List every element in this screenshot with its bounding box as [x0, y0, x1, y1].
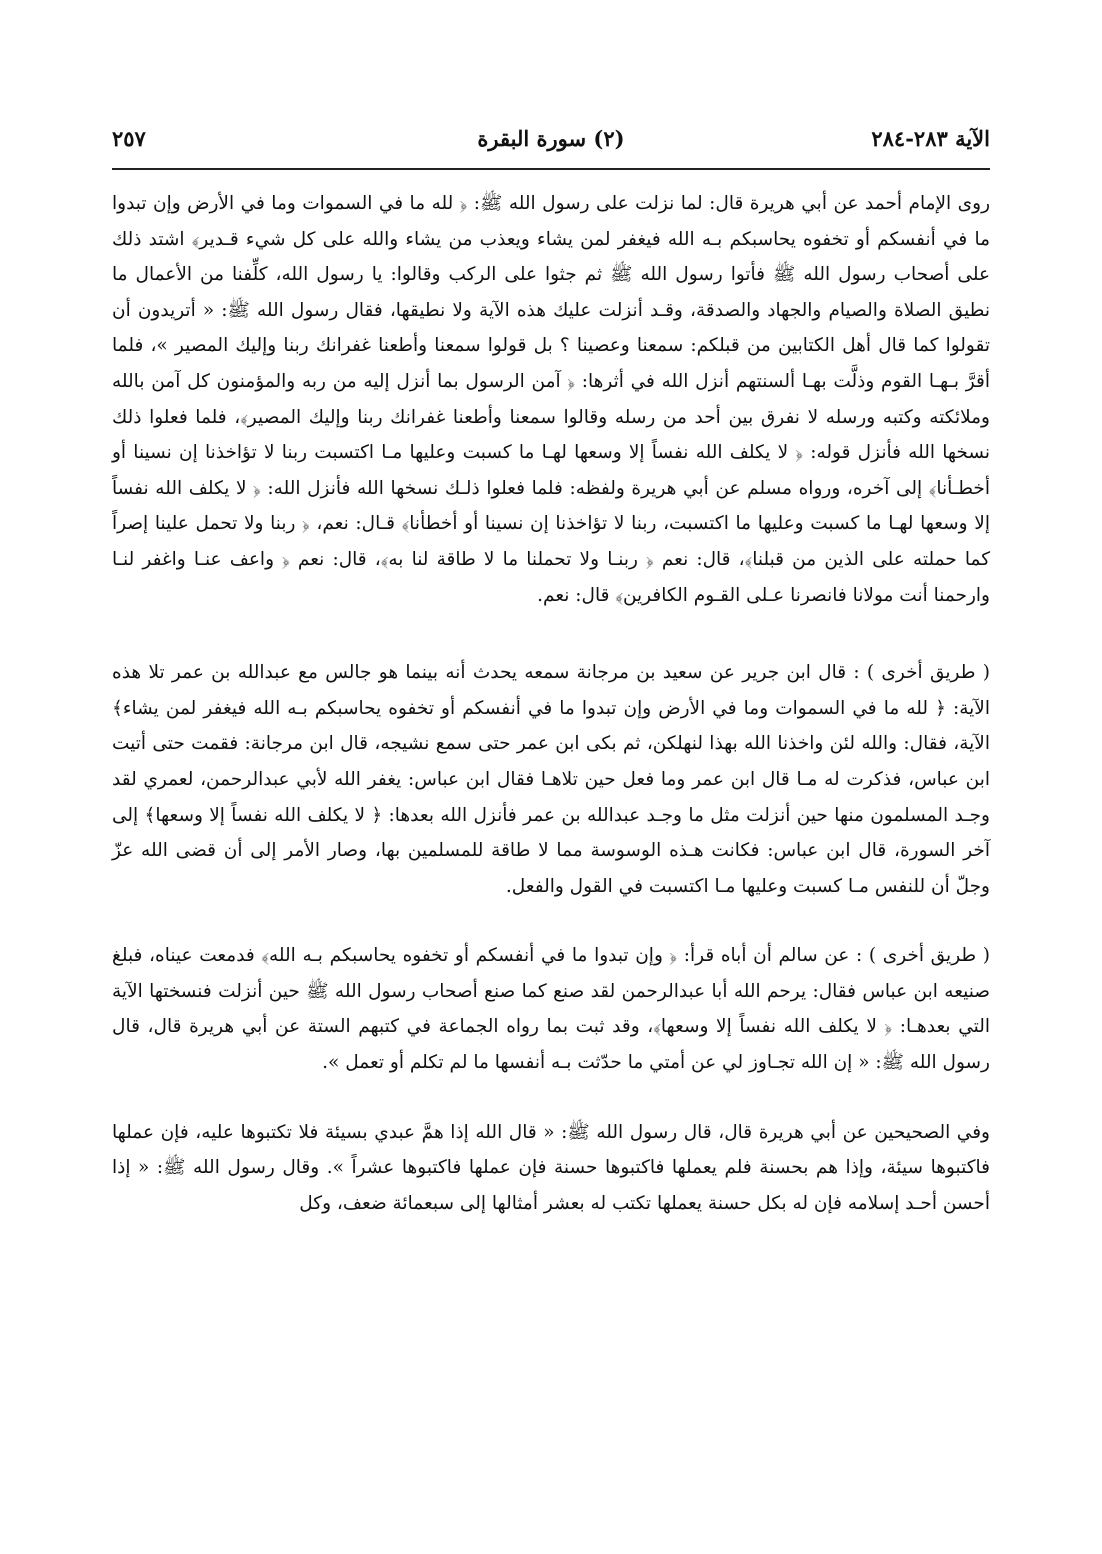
verse-range-label: الآية ٢٨٣-٢٨٤ — [871, 126, 990, 151]
paragraph-another-route-ibn-jarir: ( طريق أخرى ) : قال ابن جرير عن سعيد بن مرجانة سمعه يحدث أنه بينما هو جالس مع عبدالله بن عمر تلا هذه الآية: ﴿ لله ما في السموات وما في الأرض وإن تبدوا ما في أنفسكم أو تخفوه يحاسبكم بـه الله فيغفر لمن يشاء﴾ الآية، فقال: والله لئن واخذنا الله بهذا لنهلكن، ثم بكى ابن عمر حتى سمع نشيجه، قال ابن مرجانة: فقمت حتى أتيت ابن عباس، فذكرت له مـا قال ابن عمر وما فعل حين تلاهـا فقال ابن عباس: يغفر الله لأبي عبدالرحمن، لعمري لقد وجـد المسلمون منها حين أنزلت مثل ما وجـد عبدالله بن عمر فأنزل الله بعدها: ﴿ لا يكلف الله نفساً إلا وسعها﴾ إلى آخر السورة، قال ابن عباس: فكانت هـذه الوسوسة مما لا طاقة للمسلمين بها، وصار الأمر إلى أن قضى الله عزّ وجلّ أن للنفس مـا كسبت وعليها مـا اكتسبت في القول والفعل. — [112, 662, 990, 897]
paragraph-ahmad-narration: روى الإمام أحمد عن أبي هريرة قال: لما نزلت على رسول الله ﷺ: ﴿ لله ما في السموات وما في الأرض وإن تبدوا ما في أنفسكم أو تخفوه يحاسبكم بـه الله فيغفر لمن يشاء ويعذب من يشاء والله على كل شيء قـدير﴾ اشتد ذلك على أصحاب رسول الله ﷺ فأتوا رسول الله ﷺ ثم جثوا على الركب وقالوا: يا رسول الله، كلِّفنا من الأعمال ما نطيق الصلاة والصيام والجهاد والصدقة، وقـد أنزلت عليك هذه الآية ولا نطيقها، فقال رسول الله ﷺ: « أتريدون أن تقولوا كما قال أهل الكتابين من قبلكم: سمعنا وعصينا ؟ بل قولوا سمعنا وأطعنا غفرانك ربنا وإليك المصير »، فلما أقرَّ بـهـا القوم وذلَّت بهـا ألسنتهم أنزل الله في أثرها: ﴿ آمن الرسول بما أنزل إليه من ربه والمؤمنون كل آمن بالله وملائكته وكتبه ورسله لا نفرق بين أحد من رسله وقالوا سمعنا وأطعنا غفرانك ربنا وإليك المصير﴾، فلما فعلوا ذلك نسخها الله فأنزل قوله: ﴿ لا يكلف الله نفساً إلا وسعها لهـا ما كسبت وعليها مـا اكتسبت ربنا لا تؤاخذنا إن نسينا أو أخطـأنا﴾ إلى آخره، ورواه مسلم عن أبي هريرة ولفظه: فلما فعلوا ذلـك نسخها الله فأنزل الله: ﴿ لا يكلف الله نفساً إلا وسعها لهـا ما كسبت وعليها ما اكتسبت، ربنا لا تؤاخذنا إن نسينا أو أخطأنا﴾ قـال: نعم، ﴿ ربنا ولا تحمل علينا إصراً كما حملته على الذين من قبلنا﴾، قال: نعم ﴿ ربنـا ولا تحملنا ما لا طاقة لنا به﴾، قال: نعم ﴿ واعف عنـا واغفر لنـا وارحمنا أنت مولانا فانصرنا عـلى القـوم الكافرين﴾ قال: نعم. — [112, 193, 990, 606]
surah-title: (٢) سورة البقرة — [477, 126, 625, 151]
header-divider — [112, 168, 990, 170]
page-number: ٢٥٧ — [112, 126, 146, 151]
body-text — [112, 186, 990, 1221]
paragraph-another-route-salim: ( طريق أخرى ) : عن سالم أن أباه قرأ: ﴿ وإن تبدوا ما في أنفسكم أو تخفوه يحاسبكم بـه الله﴾ فدمعت عيناه، فبلغ صنيعه ابن عباس فقال: يرحم الله أبا عبدالرحمن لقد صنع كما صنع أصحاب رسول الله ﷺ حين أنزلت فنسختها الآية التي بعدهـا: ﴿ لا يكلف الله نفساً إلا وسعها﴾، وقد ثبت بما رواه الجماعة في كتبهم الستة عن أبي هريرة قال، قال رسول الله ﷺ: « إن الله تجـاوز لي عن أمتي ما حدّثت بـه أنفسها ما لم تكلم أو تعمل ». — [112, 945, 990, 1074]
paragraph-sahihain-narration: وفي الصحيحين عن أبي هريرة قال، قال رسول الله ﷺ: « قال الله إذا همَّ عبدي بسيئة فلا تكتبوها عليه، فإن عملها فاكتبوها سيئة، وإذا هم بحسنة فلم يعملها فاكتبوها حسنة فإن عملها فاكتبوها عشراً ». وقال رسول الله ﷺ: « إذا أحسن أحـد إسلامه فإن له بكل حسنة يعملها تكتب له بعشر أمثالها إلى سبعمائة ضعف، وكل — [112, 1121, 990, 1214]
page-header — [112, 122, 990, 162]
